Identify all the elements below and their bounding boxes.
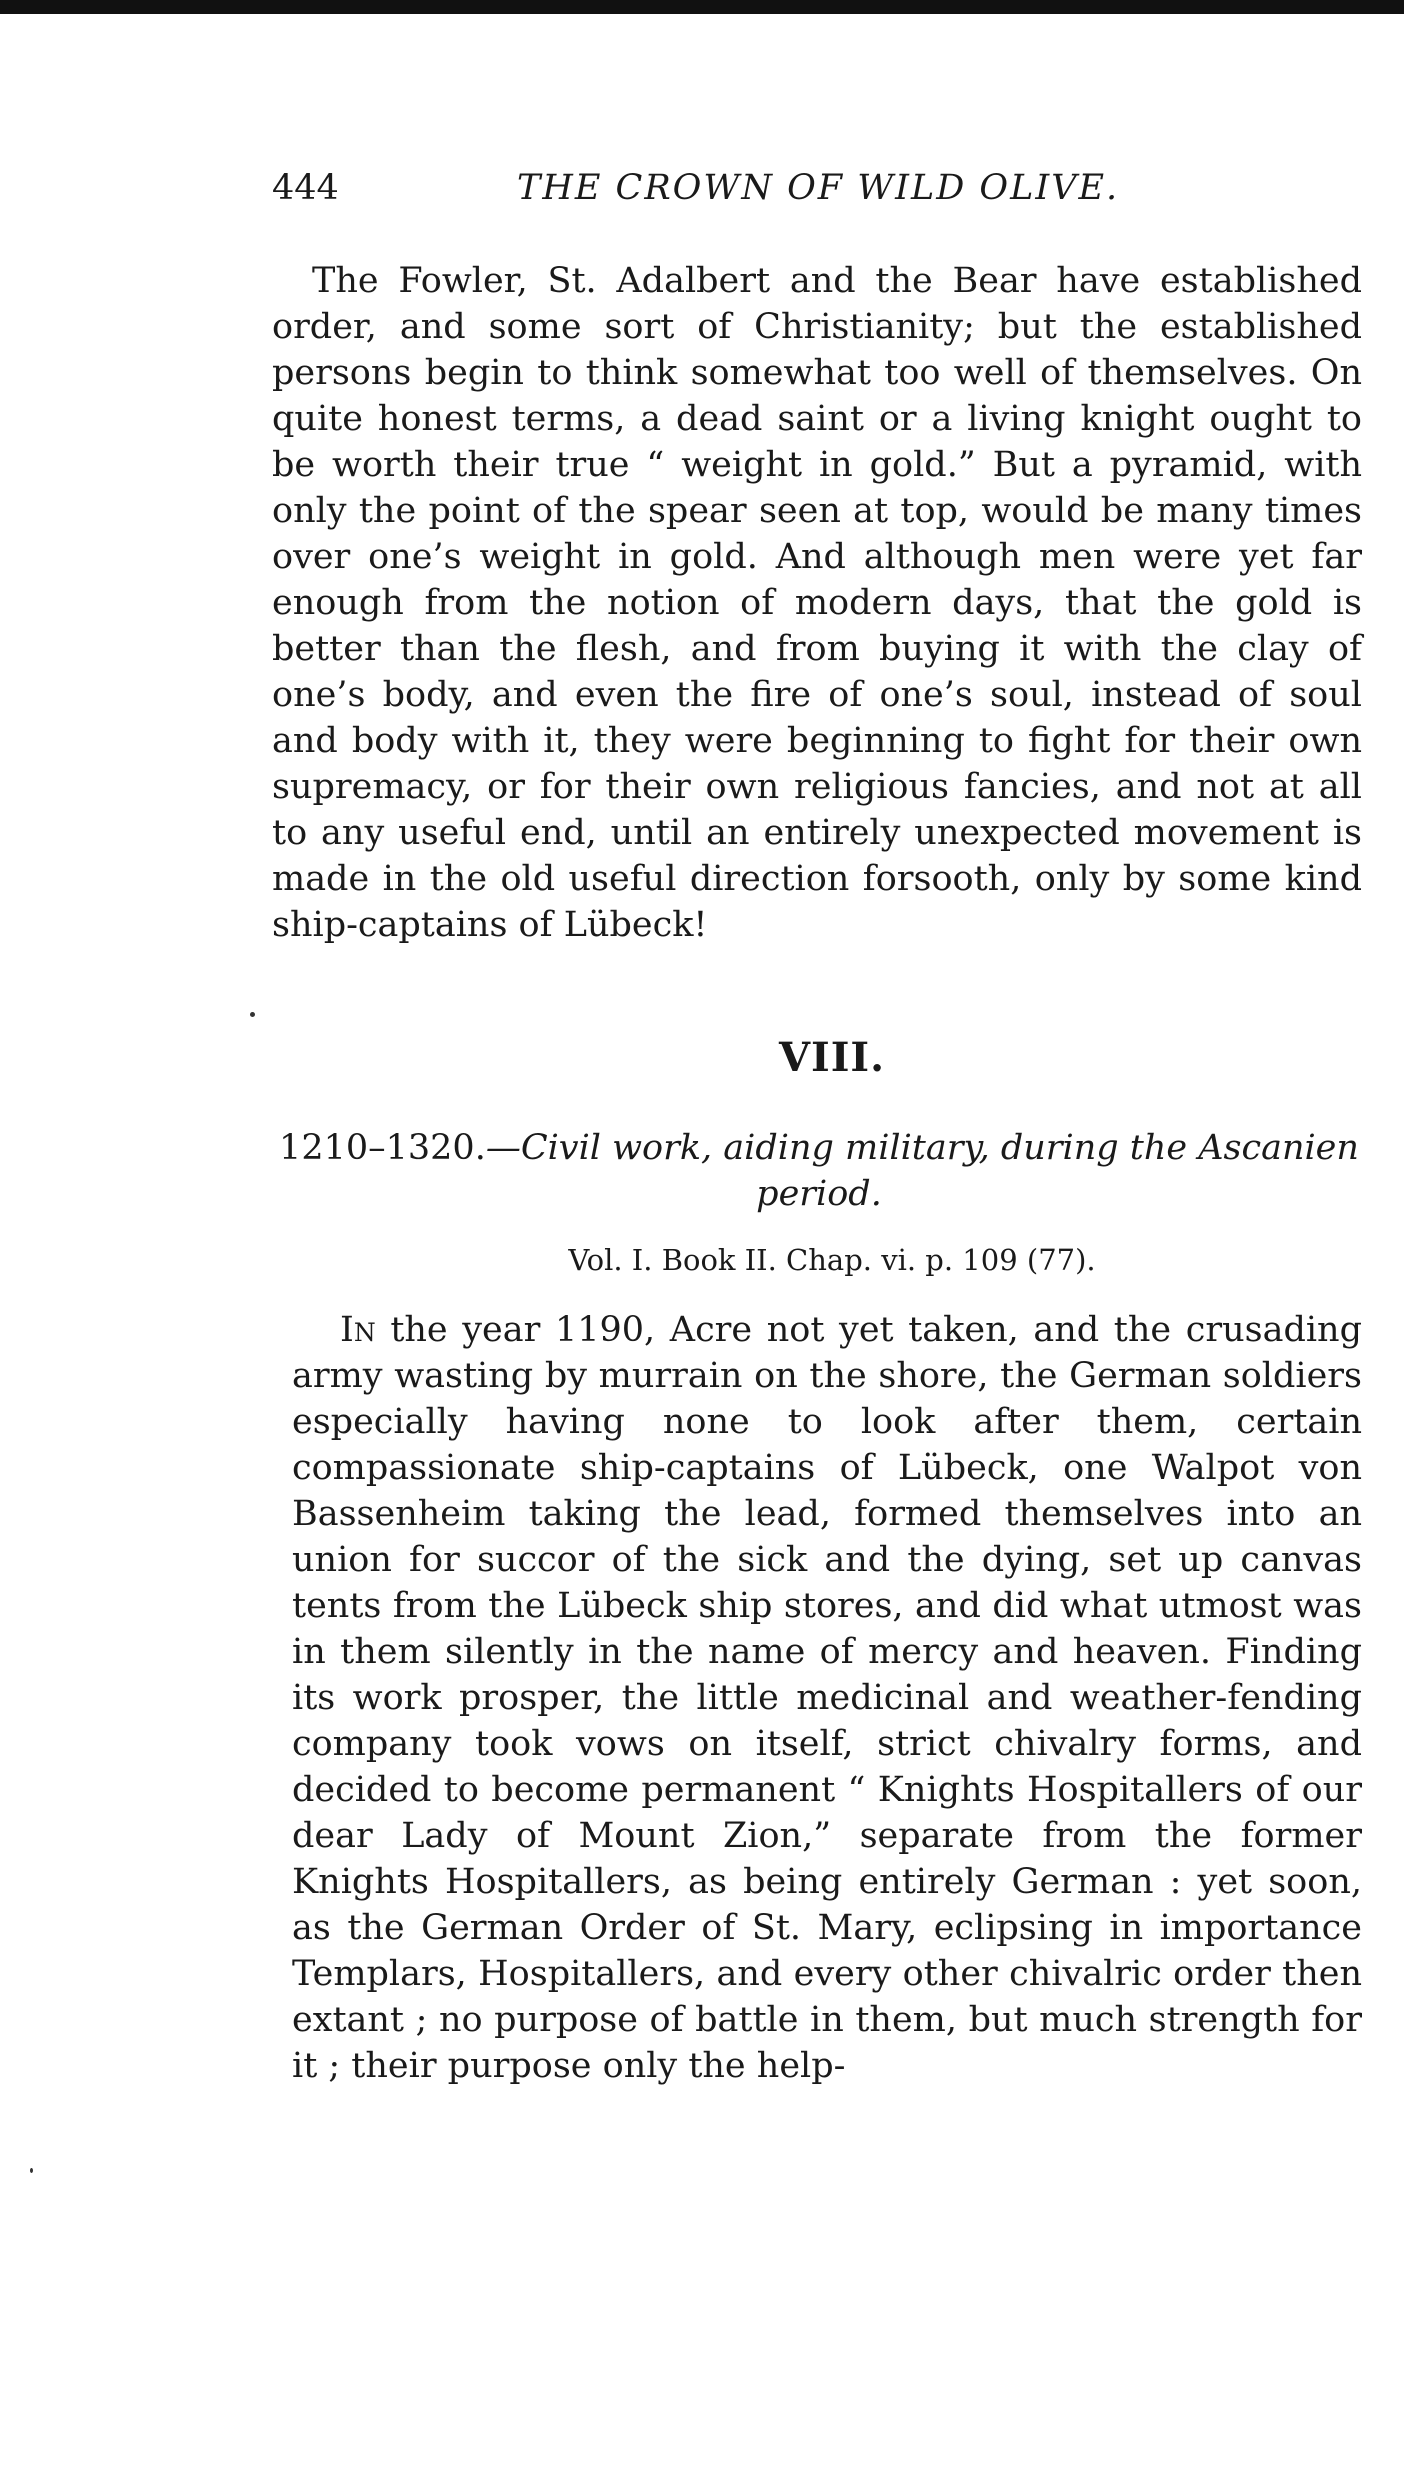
body-paragraph bbox=[292, 1307, 1362, 2089]
book-page bbox=[272, 160, 1362, 2089]
section-title: —Civil work, aiding military, during the Ascanien period. bbox=[485, 1128, 1359, 1214]
page-number: 444 bbox=[272, 168, 339, 208]
paragraph-lead-word: In bbox=[340, 1310, 376, 1350]
running-head bbox=[272, 160, 1362, 220]
page-top-edge bbox=[0, 0, 1404, 14]
section-heading bbox=[276, 1125, 1362, 1217]
section-years: 1210–1320. bbox=[279, 1128, 486, 1168]
section-numeral: VIII. bbox=[778, 1034, 886, 1081]
speck-mark bbox=[250, 1012, 255, 1017]
body-paragraph: The Fowler, St. Adalbert and the Bear have established order, and some sort of Christianity; but the established persons begin to think somewhat too well of themselves. On quite honest terms, a dead saint or a living knight ought to be worth their true “ weight in gold.” But a pyramid, with only the point of the spear seen at top, would be many times over one’s weight in gold. And although men were yet far enough from the notion of modern days, that the gold is better than the flesh, and from buying it with the clay of one’s body, and even the fire of one’s soul, instead of soul and body with it, they were beginning to fight for their own supremacy, or for their own religious fancies, and not at all to any useful end, until an entirely unexpected movement is made in the old useful direction forsooth, only by some kind ship-captains of Lübeck! bbox=[272, 261, 1362, 945]
running-title: THE CROWN OF WILD OLIVE. bbox=[517, 168, 1120, 208]
speck-mark bbox=[30, 2168, 33, 2173]
paragraph-text: the year 1190, Acre not yet taken, and the crusading army wasting by murrain on the shore, the German soldiers especially having none to look after them, certain compassionate ship-captains of Lübeck, one Walpot von Bassenheim taking the lead, formed themselves into an union for succor of the sick and the dying, set up canvas tents from the Lübeck ship stores, and did what utmost was in them silently in the name of mercy and heaven. Finding its work prosper, the little medicinal and weather-fending company took vows on itself, strict chivalry forms, and decided to become permanent “ Knights Hospitallers of our dear Lady of Mount Zion,” separate from the former Knights Hospitallers, as being entirely German : yet soon, as the German Order of St. Mary, eclipsing in importance Templars, Hospitallers, and every other chivalric order then extant ; no purpose of battle in them, but much strength for it ; their purpose only the help- bbox=[292, 1310, 1362, 2086]
section-reference: Vol. I. Book II. Chap. vi. p. 109 (77). bbox=[568, 1243, 1096, 1277]
